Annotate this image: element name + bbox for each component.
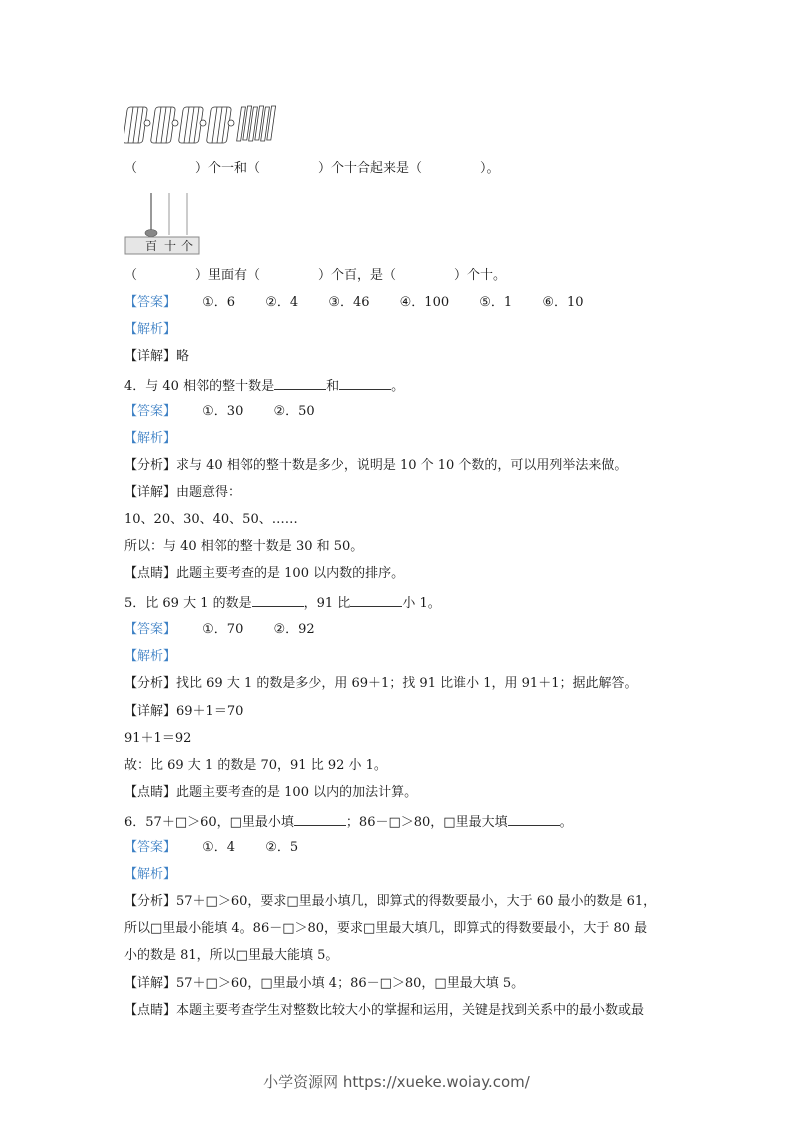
q4-detail-line: 所以：与 40 相邻的整十数是 30 和 50。 — [124, 539, 364, 554]
answer-blank — [508, 813, 560, 826]
q6-analysis: 【分析】57＋□＞60，要求□里最小填几，即算式的得数要最小，大于 60 最小的数是 61， — [124, 894, 657, 909]
q3-analysis-label: 【解析】 — [124, 322, 177, 337]
q6-comment: 【点睛】本题主要考查学生对整数比较大小的掌握和运用，关键是找到关系中的最小数或最 — [124, 1003, 645, 1018]
q5-detail-line: 故：比 69 大 1 的数是 70，91 比 92 小 1。 — [124, 758, 387, 773]
q5-analysis: 【分析】找比 69 大 1 的数是多少，用 69＋1；找 91 比谁小 1，用 91＋1；据此解答。 — [124, 676, 638, 691]
q3-fill-line-1: （ ）个一和（ ）个十合起来是（ ）。 — [124, 161, 500, 176]
answer-blank — [274, 377, 326, 390]
q5-detail: 【详解】69＋1＝70 — [124, 704, 244, 719]
answer-label: 【答案】 — [124, 295, 177, 310]
svg-text:十: 十 — [164, 239, 177, 253]
bundle-of-ten-1 — [124, 107, 150, 143]
svg-text:百: 百 — [145, 239, 158, 253]
svg-text:个: 个 — [181, 239, 194, 253]
q4-comment: 【点睛】此题主要考查的是 100 以内数的排序。 — [124, 566, 405, 581]
q4-detail-line: 10、20、30、40、50、…… — [124, 512, 298, 527]
q4-analysis-label: 【解析】 — [124, 431, 177, 446]
q5-analysis-label: 【解析】 — [124, 649, 177, 664]
q4-answer: 【答案】 ①．30 ②．50 — [124, 404, 315, 419]
answer-blank — [350, 594, 402, 607]
answer-blank — [339, 377, 391, 390]
q5-comment: 【点睛】此题主要考查的是 100 以内的加法计算。 — [124, 785, 418, 800]
q6-question: 6．57＋□＞60，□里最小填 ；86－□＞80，□里最大填 。 — [124, 815, 573, 830]
q4-question: 4．与 40 相邻的整十数是 和 。 — [124, 379, 405, 394]
q4-analysis: 【分析】求与 40 相邻的整十数是多少，说明是 10 个 10 个数的，可以用列举法来做。 — [124, 458, 628, 473]
q3-fill-line-2: （ ）里面有（ ）个百，是（ ）个十。 — [124, 268, 507, 283]
answer-blank — [252, 594, 304, 607]
q6-detail: 【详解】57＋□＞60，□里最小填 4；86－□＞80，□里最大填 5。 — [124, 976, 525, 991]
q5-detail-line: 91＋1＝92 — [124, 731, 192, 746]
abacus-figure — [124, 193, 200, 255]
q3-answer: 【答案】 ①．6 ②．4 ③．46 ④．100 ⑤．1 ⑥．10 — [124, 295, 584, 310]
q6-answer: 【答案】 ①．4 ②．5 — [124, 840, 299, 855]
answer-blank — [294, 813, 346, 826]
q6-analysis-line: 所以□里最小能填 4。86－□＞80，要求□里最大填几，即算式的得数要最小，大于 80 最 — [124, 921, 648, 936]
footer-watermark: 小学资源网 https://xueke.woiay.com/ — [263, 1073, 530, 1091]
q5-question: 5．比 69 大 1 的数是 ，91 比 小 1。 — [124, 596, 441, 611]
q3-detail: 【详解】略 — [124, 349, 190, 364]
q5-answer: 【答案】 ①．70 ②．92 — [124, 622, 315, 637]
q6-analysis-label: 【解析】 — [124, 867, 177, 882]
sticks-bundle-figure — [124, 103, 280, 147]
q6-analysis-line: 小的数是 81，所以□里最大能填 5。 — [124, 948, 339, 963]
q4-detail: 【详解】由题意得： — [124, 485, 242, 500]
